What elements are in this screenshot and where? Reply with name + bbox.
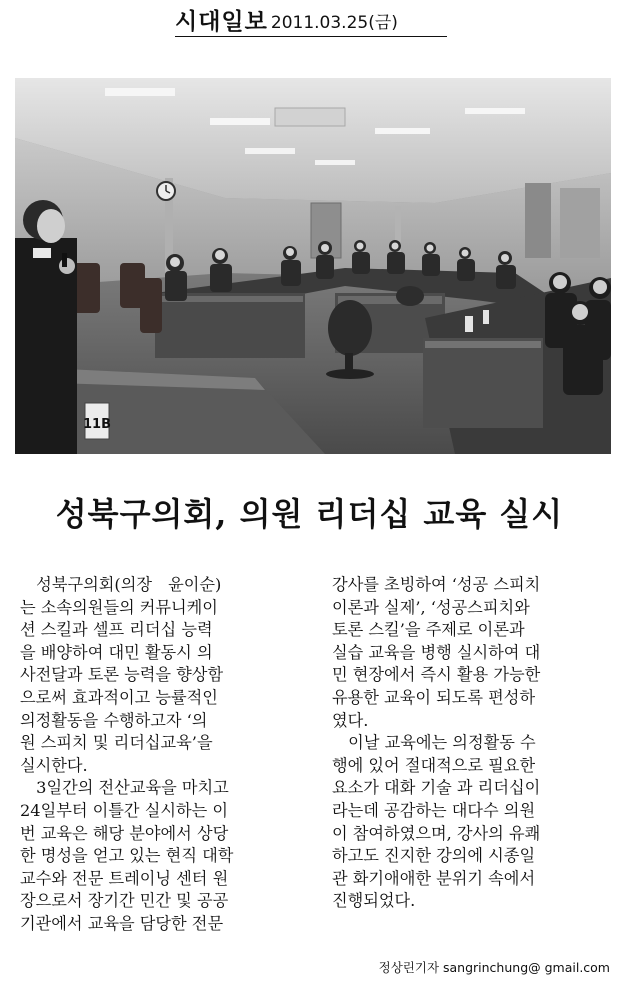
article-line: 으로써 효과적이고 능률적인 bbox=[20, 687, 218, 707]
article-line: 이론과 실제’, ‘성공스피치와 bbox=[332, 597, 530, 617]
article-line: 였다. bbox=[332, 710, 369, 730]
article-line: 성북구의회(의장 윤이순) bbox=[20, 575, 222, 594]
article-line: 장으로서 장기간 민간 및 공공 bbox=[20, 891, 229, 911]
article-line: 민 현장에서 즉시 활용 가능한 bbox=[332, 665, 541, 685]
article-line: 이날 교육에는 의정활동 수 bbox=[332, 733, 536, 753]
article-line: 실시한다. bbox=[20, 755, 88, 775]
article-column-right bbox=[332, 574, 604, 913]
article-line: 3일간의 전산교육을 마치고 bbox=[20, 778, 229, 798]
article-line: 하고도 진지한 강의에 시종일 bbox=[332, 846, 536, 866]
article-column-left bbox=[20, 574, 292, 936]
article-line: 이 참여하였으며, 강사의 유쾌 bbox=[332, 823, 541, 843]
article-line: 션 스킬과 셀프 리더십 능력 bbox=[20, 620, 213, 640]
article-photo bbox=[15, 78, 611, 454]
article-line: 는 소속의원들의 커뮤니케이 bbox=[20, 597, 218, 617]
masthead bbox=[175, 6, 447, 37]
article-line: 한 명성을 얻고 있는 현직 대학 bbox=[20, 846, 234, 866]
article-line: 라는데 공감하는 대다수 의원 bbox=[332, 800, 536, 820]
article-line: 기관에서 교육을 담당한 전문 bbox=[20, 913, 224, 933]
article-line: 유용한 교육이 되도록 편성하 bbox=[332, 687, 536, 707]
article-line: 진행되었다. bbox=[332, 891, 416, 911]
desk-sign-text: 11B bbox=[83, 417, 111, 432]
article-line: 원 스피치 및 리더십교육’을 bbox=[20, 733, 213, 753]
article-line: 요소가 대화 기술 과 리더십이 bbox=[332, 778, 541, 798]
reporter-byline: 정상린기자 sangrinchung@ gmail.com bbox=[378, 960, 610, 975]
article-line: 을 배양하여 대민 활동시 의 bbox=[20, 642, 213, 662]
article-line: 강사를 초빙하여 ‘성공 스피치 bbox=[332, 575, 541, 594]
article-line: 사전달과 토론 능력을 향상함 bbox=[20, 665, 224, 685]
publication-date: 2011.03.25(금) bbox=[270, 13, 398, 33]
newspaper-name: 시대일보 bbox=[175, 9, 268, 35]
article-line: 관 화기애애한 분위기 속에서 bbox=[332, 868, 536, 888]
article-line: 교수와 전문 트레이닝 센터 원 bbox=[20, 868, 229, 888]
article-line: 번 교육은 해당 분야에서 상당 bbox=[20, 823, 229, 843]
article-line: 행에 있어 절대적으로 필요한 bbox=[332, 755, 536, 775]
article-line: 의정활동을 수행하고자 ‘의 bbox=[20, 710, 208, 730]
council-meeting-photo-icon bbox=[15, 78, 611, 454]
article-headline: 성북구의회, 의원 리더십 교육 실시 bbox=[55, 495, 564, 533]
article-line: 토론 스킬’을 주제로 이론과 bbox=[332, 620, 525, 640]
article-line: 실습 교육을 병행 실시하여 대 bbox=[332, 642, 541, 662]
article-line: 24일부터 이틀간 실시하는 이 bbox=[20, 800, 229, 820]
